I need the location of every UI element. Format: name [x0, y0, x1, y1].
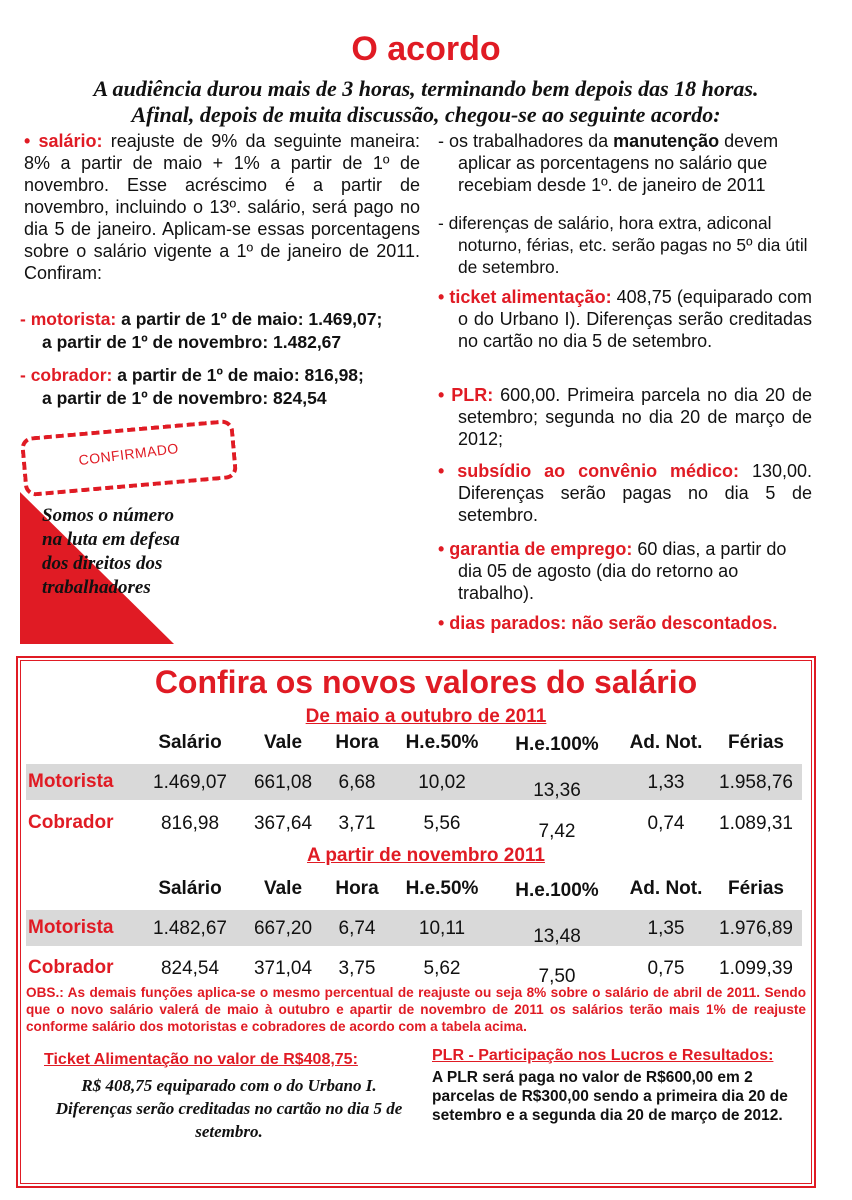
table-cell: 13,36 [533, 780, 581, 801]
cobrador-label: - cobrador: [20, 365, 113, 385]
table-cell: 6,74 [338, 918, 376, 939]
period-label: De maio a outubro de 2011 [305, 706, 547, 727]
obs-note: OBS.: As demais funções aplica-se o mesmo percentual de reajuste ou seja 8% sobre o salário de abril de 2011. Sendo que o novo salário valerá de maio à outubro e apartir de novembro de 2011 os salários terão mais 1% de reajuste conforme salário dos motoristas e cobradores de acordo com a tabela acima. [26, 985, 806, 1034]
dias-parados: • dias parados: não serão descontados. [438, 613, 778, 633]
garantia-text: 60 dias, a partir do dia 05 de agosto (dia do retorno ao trabalho). [458, 539, 787, 603]
ticket-box-title: Ticket Alimentação no valor de R$408,75: [44, 1051, 358, 1068]
cobrador-line-1 [20, 364, 424, 386]
column-header: Ad. Not. [629, 878, 703, 899]
table-cell: 1.089,31 [719, 813, 793, 834]
slogan-line: trabalhadores [42, 577, 151, 598]
table-cell: 0,75 [647, 958, 685, 979]
garantia-paragraph [438, 538, 812, 604]
ticket-box-body: R$ 408,75 equiparado com o do Urbano I. Diferenças serão creditadas no cartão no dia 5 de setembro. [55, 1076, 403, 1141]
table-cell: 7,42 [538, 821, 576, 842]
slogan [42, 504, 180, 600]
cobrador-value-1: a partir de 1º de maio: 816,98; [112, 365, 364, 385]
manutencao-bold: manutenção [613, 131, 720, 151]
salario-paragraph [24, 130, 420, 284]
column-header: Vale [263, 732, 303, 753]
subtitle-line-1: A audiência durou mais de 3 horas, terminando bem depois das 18 horas. [93, 76, 759, 101]
salario-label: • salário: [24, 131, 103, 151]
diferencas-paragraph: - diferenças de salário, hora extra, adiconal noturno, férias, etc. serão pagas no 5º dia útil de setembro. [438, 213, 808, 277]
table-cell: 6,68 [338, 772, 376, 793]
column-header: H.e.50% [405, 878, 479, 899]
table-cell: 667,20 [253, 918, 313, 939]
plr-text: 600,00. Primeira parcela no dia 20 de setembro; segunda no dia 20 de março de 2012; [458, 385, 812, 449]
table-cell: 371,04 [253, 958, 313, 979]
table-cell: 1,33 [647, 772, 685, 793]
column-header: H.e.100% [515, 880, 599, 901]
ticket-text: 408,75 (equiparado com o do Urbano I). Diferenças serão creditadas no cartão no dia 5 de setembro. [458, 287, 812, 351]
manutencao-paragraph [438, 130, 812, 196]
row-label-cobrador: Cobrador [28, 812, 114, 833]
table-cell: 1,35 [647, 918, 685, 939]
table-cell: 7,50 [538, 966, 576, 987]
column-header: H.e.50% [405, 732, 479, 753]
table-cell: 1.099,39 [719, 958, 793, 979]
table-cell: 3,71 [338, 813, 376, 834]
table-cell: 10,11 [418, 918, 466, 939]
manutencao-post: devem aplicar as porcentagens no salário que recebiam desde 1º. de janeiro de 2011 [458, 131, 779, 195]
motorista-line-1 [20, 308, 424, 330]
motorista-line-2: a partir de 1º de novembro: 1.482,67 [42, 332, 342, 352]
row-label-cobrador: Cobrador [28, 957, 114, 978]
page-title: O acordo [351, 30, 501, 68]
ticket-paragraph [438, 286, 812, 352]
plr-label: • PLR: [438, 385, 494, 405]
cobrador-line-2: a partir de 1º de novembro: 824,54 [42, 388, 327, 408]
plr-box-body: A PLR será paga no valor de R$600,00 em 2 parcelas de R$300,00 sendo a primeira dia 20 de setembro e a segunda dia 20 de março de 2012. [432, 1069, 788, 1124]
subsidio-paragraph [438, 460, 812, 526]
table-title: Confira os novos valores do salário [154, 664, 698, 700]
plr-box-title: PLR - Participação nos Lucros e Resultados: [432, 1047, 774, 1064]
table-cell: 367,64 [253, 813, 313, 834]
ticket-label: • ticket alimentação: [438, 287, 612, 307]
garantia-label: • garantia de emprego: [438, 539, 633, 559]
table-cell: 816,98 [160, 813, 220, 834]
slogan-line: dos direitos dos [42, 553, 163, 574]
column-header: Salário [158, 878, 222, 899]
table-cell: 5,56 [423, 813, 461, 834]
motorista-label: - motorista: [20, 309, 117, 329]
salario-text: reajuste de 9% da seguinte maneira: 8% a partir de maio + 1% a partir de 1º de novembro. Esse acréscimo é a partir de novembro, incluindo o 13º. salário, será pago no dia 5 de janeiro. Aplicam-se essas porcentagens sobre o salário vigente a 1º de janeiro de 2011. Confiram: [24, 131, 420, 283]
stamp-text: CONFIRMADO [77, 439, 180, 469]
plr-paragraph [438, 384, 812, 450]
table-cell: 1.958,76 [719, 772, 793, 793]
table-cell: 3,75 [338, 958, 376, 979]
table-cell: 5,62 [423, 958, 461, 979]
subsidio-text: 130,00. Diferenças serão pagas no dia 5 de setembro. [458, 461, 813, 525]
table-cell: 10,02 [418, 772, 466, 793]
period-label: A partir de novembro 2011 [307, 845, 545, 866]
column-header: Salário [158, 732, 222, 753]
subsidio-label: • subsídio ao convênio médico: [438, 461, 740, 481]
column-header: Férias [728, 878, 784, 899]
slogan-line: Somos o número [42, 505, 174, 526]
column-header: H.e.100% [515, 734, 599, 755]
confirmado-stamp [20, 419, 238, 497]
motorista-value-1: a partir de 1º de maio: 1.469,07; [116, 309, 383, 329]
table-cell: 1.482,67 [153, 918, 227, 939]
table-cell: 0,74 [647, 813, 685, 834]
row-label-motorista: Motorista [28, 771, 114, 792]
table-cell: 824,54 [160, 958, 220, 979]
table-cell: 1.976,89 [719, 918, 793, 939]
column-header: Hora [335, 732, 379, 753]
manutencao-pre: - os trabalhadores da [438, 131, 614, 151]
table-cell: 661,08 [253, 772, 313, 793]
row-label-motorista: Motorista [28, 917, 114, 938]
slogan-line: na luta em defesa [42, 529, 180, 550]
column-header: Férias [728, 732, 784, 753]
table-cell: 13,48 [533, 926, 581, 947]
column-header: Ad. Not. [629, 732, 703, 753]
table-cell: 1.469,07 [153, 772, 227, 793]
column-header: Hora [335, 878, 379, 899]
subtitle-line-2: Afinal, depois de muita discussão, chegou-se ao seguinte acordo: [131, 102, 721, 127]
column-header: Vale [263, 878, 303, 899]
